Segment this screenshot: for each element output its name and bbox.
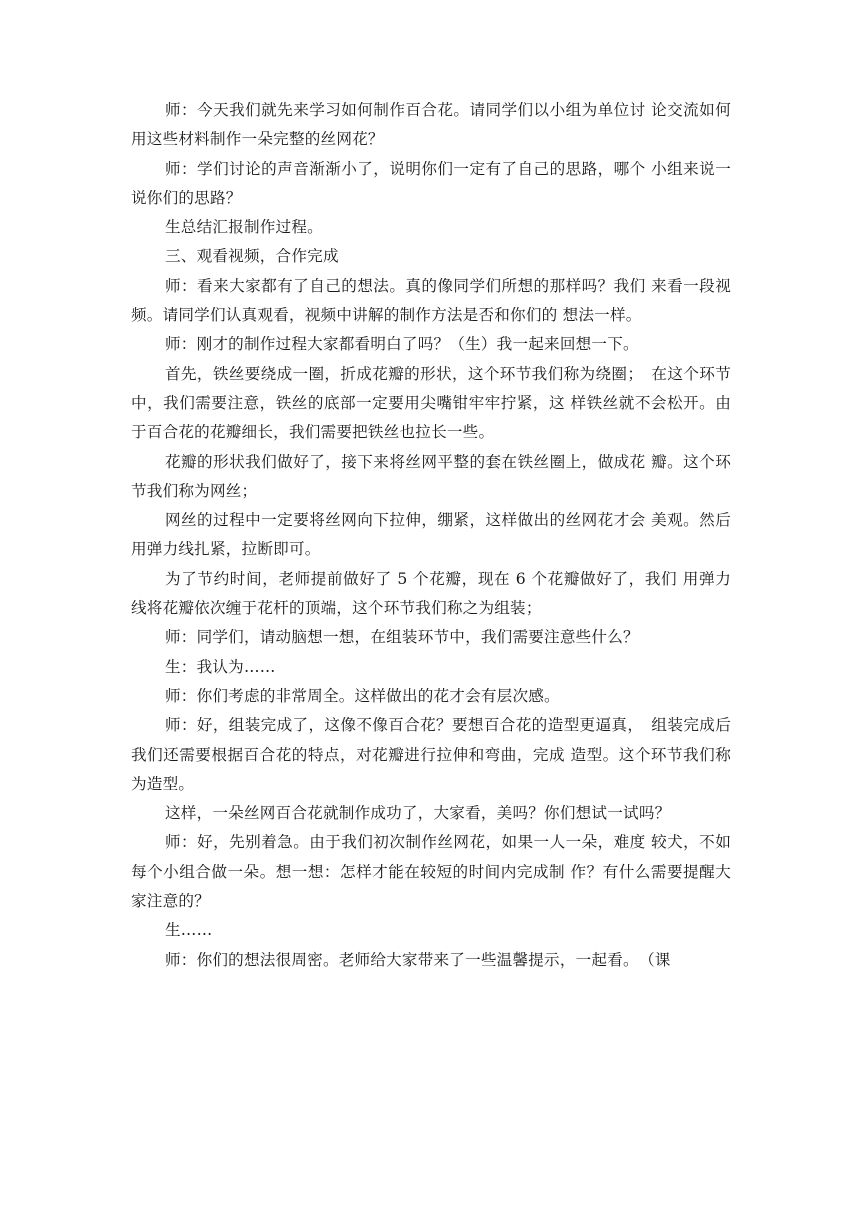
paragraph: 花瓣的形状我们做好了，接下来将丝网平整的套在铁丝圈上，做成花 瓣。这个环节我们称为网丝； xyxy=(131,452,731,500)
paragraph: 师：同学们，请动脑想一想，在组装环节中，我们需要注意些什么？ xyxy=(165,628,639,647)
paragraph: 为了节约时间，老师提前做好了 5 个花瓣，现在 6 个花瓣做好了，我们 用弹力线将花瓣依次缠于花杆的顶端，这个环节我们称之为组装； xyxy=(131,569,731,618)
section-heading: 三、观看视频，合作完成 xyxy=(165,247,339,266)
paragraph: 师：看来大家都有了自己的想法。真的像同学们所想的那样吗？我们 来看一段视频。请同学们认真观看，视频中讲解的制作方法是否和你们的 想法一样。 xyxy=(131,276,731,325)
paragraph: 生：我认为…… xyxy=(165,657,276,676)
paragraph: 师：你们考虑的非常周全。这样做出的花才会有层次感。 xyxy=(165,686,560,705)
paragraph: 网丝的过程中一定要将丝网向下拉伸，绷紧，这样做出的丝网花才会 美观。然后用弹力线扎紧，拉断即可。 xyxy=(131,511,731,559)
paragraph: 首先，铁丝要绕成一圈，折成花瓣的形状，这个环节我们称为绕圈； 在这个环节中，我们需要注意，铁丝的底部一定要用尖嘴钳牢牢拧紧，这 样铁丝就不会松开。由于百合花的花瓣细长，我们需要把铁丝也拉长一些。 xyxy=(131,364,731,442)
paragraph: 师：今天我们就先来学习如何制作百合花。请同学们以小组为单位讨 论交流如何用这些材料制作一朵完整的丝网花？ xyxy=(131,101,731,149)
paragraph: 生总结汇报制作过程。 xyxy=(165,218,323,237)
paragraph: 这样，一朵丝网百合花就制作成功了，大家看，美吗？你们想试一试吗？ xyxy=(165,804,671,823)
document-body xyxy=(131,96,731,975)
paragraph: 生…… xyxy=(165,921,213,940)
paragraph: 师：好，组装完成了，这像不像百合花？要想百合花的造型更逼真， 组装完成后我们还需要根据百合花的特点，对花瓣进行拉伸和弯曲，完成 造型。这个环节我们称为造型。 xyxy=(131,716,731,793)
paragraph: 师：你们的想法很周密。老师给大家带来了一些温馨提示，一起看。 （课 xyxy=(165,950,671,969)
paragraph: 师：刚才的制作过程大家都看明白了吗？（生）我一起来回想一下。 xyxy=(165,335,639,354)
paragraph: 师：好，先别着急。由于我们初次制作丝网花，如果一人一朵，难度 较犬，不如每个小组合做一朵。想一想：怎样才能在较短的时间内完成制 作？有什么需要提醒大家注意的？ xyxy=(131,833,731,911)
paragraph: 师：学们讨论的声音渐渐小了，说明你们一定有了自己的思路，哪个 小组来说一说你们的思路？ xyxy=(131,159,731,207)
